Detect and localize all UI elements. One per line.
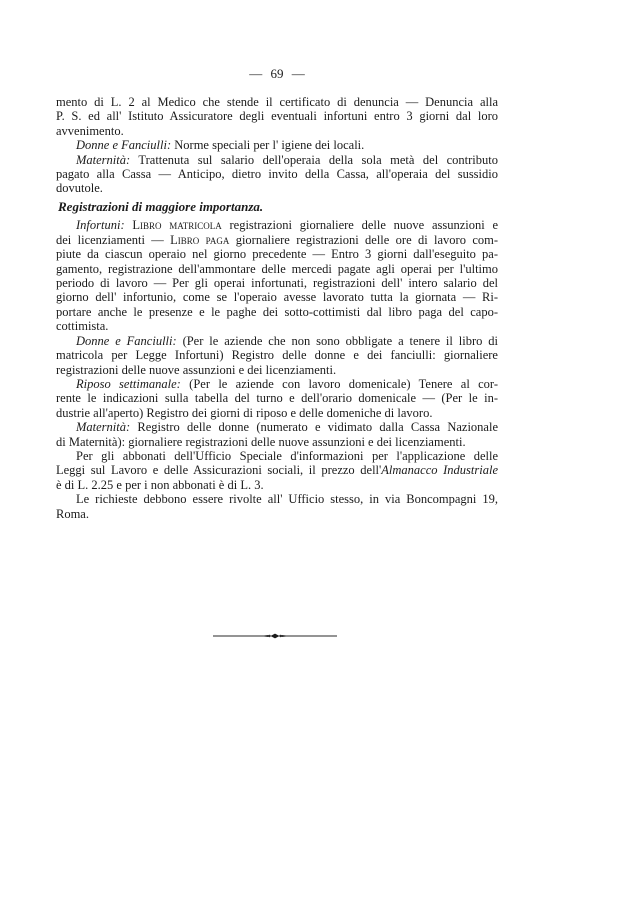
run-in-label: Riposo settimanale: xyxy=(76,376,181,391)
text-line xyxy=(56,420,498,434)
paragraph-donne-fanciulli-registro xyxy=(56,334,498,377)
text-line xyxy=(56,334,498,348)
run-in-label: Maternità: xyxy=(76,420,131,435)
register-book-name: Libro matricola xyxy=(132,218,222,233)
paragraph-maternita-registro xyxy=(56,420,498,449)
text-line: Roma. xyxy=(56,506,89,521)
text-line: rente le indicazioni sulla tabella del turno e dell'orario domenicale — (Per le in- xyxy=(56,391,498,406)
text-line: portare anche le presenze e le paghe dei sotto-cottimisti dal libro paga del capo- xyxy=(56,304,498,319)
rule-left-dot xyxy=(268,635,270,637)
text-line: registrazioni delle nuove assunzioni e dei licenziamenti. xyxy=(56,362,337,377)
line-text: dei licenziamenti — xyxy=(56,232,164,247)
text-line xyxy=(56,463,498,477)
line-text: (Per le aziende con lavoro domenicale) Tenere al cor- xyxy=(189,376,499,391)
body-text xyxy=(56,95,498,521)
line-text: Trattenuta sul salario dell'operaia della sola metà del contributo xyxy=(138,152,498,167)
section-heading: Registrazioni di maggiore importanza. xyxy=(58,199,264,215)
line-text: registrazioni giornaliere delle nuove assunzioni e xyxy=(229,218,499,233)
paragraph-infortuni xyxy=(56,218,498,333)
text-line xyxy=(56,218,498,232)
line-text: Registro delle donne (numerato e vidimato dalla Cassa Nazionale xyxy=(137,420,498,435)
run-in-label: Donne e Fanciulli: xyxy=(76,138,172,153)
line-text: Norme speciali per l' igiene dei locali. xyxy=(174,138,365,153)
text-line: pagato alla Cassa — Anticipo, dietro invito della Cassa, all'operaia del sussidio xyxy=(56,167,498,182)
text-line xyxy=(56,377,498,391)
line-text: giornaliere registrazioni delle ore di lavoro com- xyxy=(235,232,499,247)
text-line: è di L. 2.25 e per i non abbonati è di L. 3. xyxy=(56,477,264,492)
paragraph-donne-fanciulli-norme xyxy=(56,138,498,152)
text-line: dustrie all'aperto) Registro dei giorni di riposo e delle domeniche di lavoro. xyxy=(56,405,433,420)
paragraph-continuation xyxy=(56,95,498,138)
text-line: avvenimento. xyxy=(56,123,124,138)
run-in-label: Donne e Fanciulli: xyxy=(76,333,177,348)
text-line: mento di L. 2 al Medico che stende il certificato di denuncia — Denuncia alla xyxy=(56,95,498,109)
text-line: P. S. ed all' Istituto Assicuratore degli eventuali infortuni entro 3 giorni dal loro xyxy=(56,109,498,124)
text-line: periodo di lavoro — Per gli operai infortunati, registrazioni dell' intero salario del xyxy=(56,276,498,291)
text-line xyxy=(56,153,498,167)
line-text: Leggi sul Lavoro e delle Assicurazioni sociali, il prezzo dell' xyxy=(56,463,382,478)
text-line: gamento, registrazione dell'ammontare delle mercedi pagate agli operai per l'ultimo xyxy=(56,261,498,276)
text-line: matricola per Legge Infortuni) Registro delle donne e dei fanciulli: giornaliere xyxy=(56,348,498,363)
paragraph-riposo-settimanale xyxy=(56,377,498,420)
run-in-label: Infortuni: xyxy=(76,218,125,233)
text-line: Le richieste debbono essere rivolte all' Ufficio stesso, in via Boncompagni 19, xyxy=(76,492,498,507)
text-line: piute da ciascun operaio nel giorno precedente — Entro 3 giorni dall'eseguito pa- xyxy=(56,247,498,262)
text-line: giorno dell' infortunio, come se l'operaio avesse lavorato tutta la giornata — Ri- xyxy=(56,290,498,305)
run-in-label: Maternità: xyxy=(76,152,131,167)
paragraph-richieste xyxy=(56,492,498,521)
ornamental-rule xyxy=(210,630,340,642)
text-line: cottimista. xyxy=(56,319,109,334)
page-number: — 69 — xyxy=(249,66,305,81)
text-line: di Maternità): giornaliere registrazioni delle nuove assunzioni e dei licenziamenti. xyxy=(56,434,466,449)
pay-book-name: Libro paga xyxy=(170,232,230,247)
line-text: (Per le aziende che non sono obbligate a tenere il libro di xyxy=(182,333,499,348)
publication-title: Almanacco Industriale xyxy=(381,463,498,478)
rule-center-ornament xyxy=(271,634,280,639)
text-line: Per gli abbonati dell'Ufficio Speciale d'informazioni per l'applicazione delle xyxy=(76,448,498,463)
paragraph-maternita-trattenuta xyxy=(56,153,498,196)
text-line xyxy=(56,233,498,247)
paragraph-abbonati xyxy=(56,449,498,492)
text-line xyxy=(56,138,498,152)
text-line: dovutole. xyxy=(56,181,103,196)
